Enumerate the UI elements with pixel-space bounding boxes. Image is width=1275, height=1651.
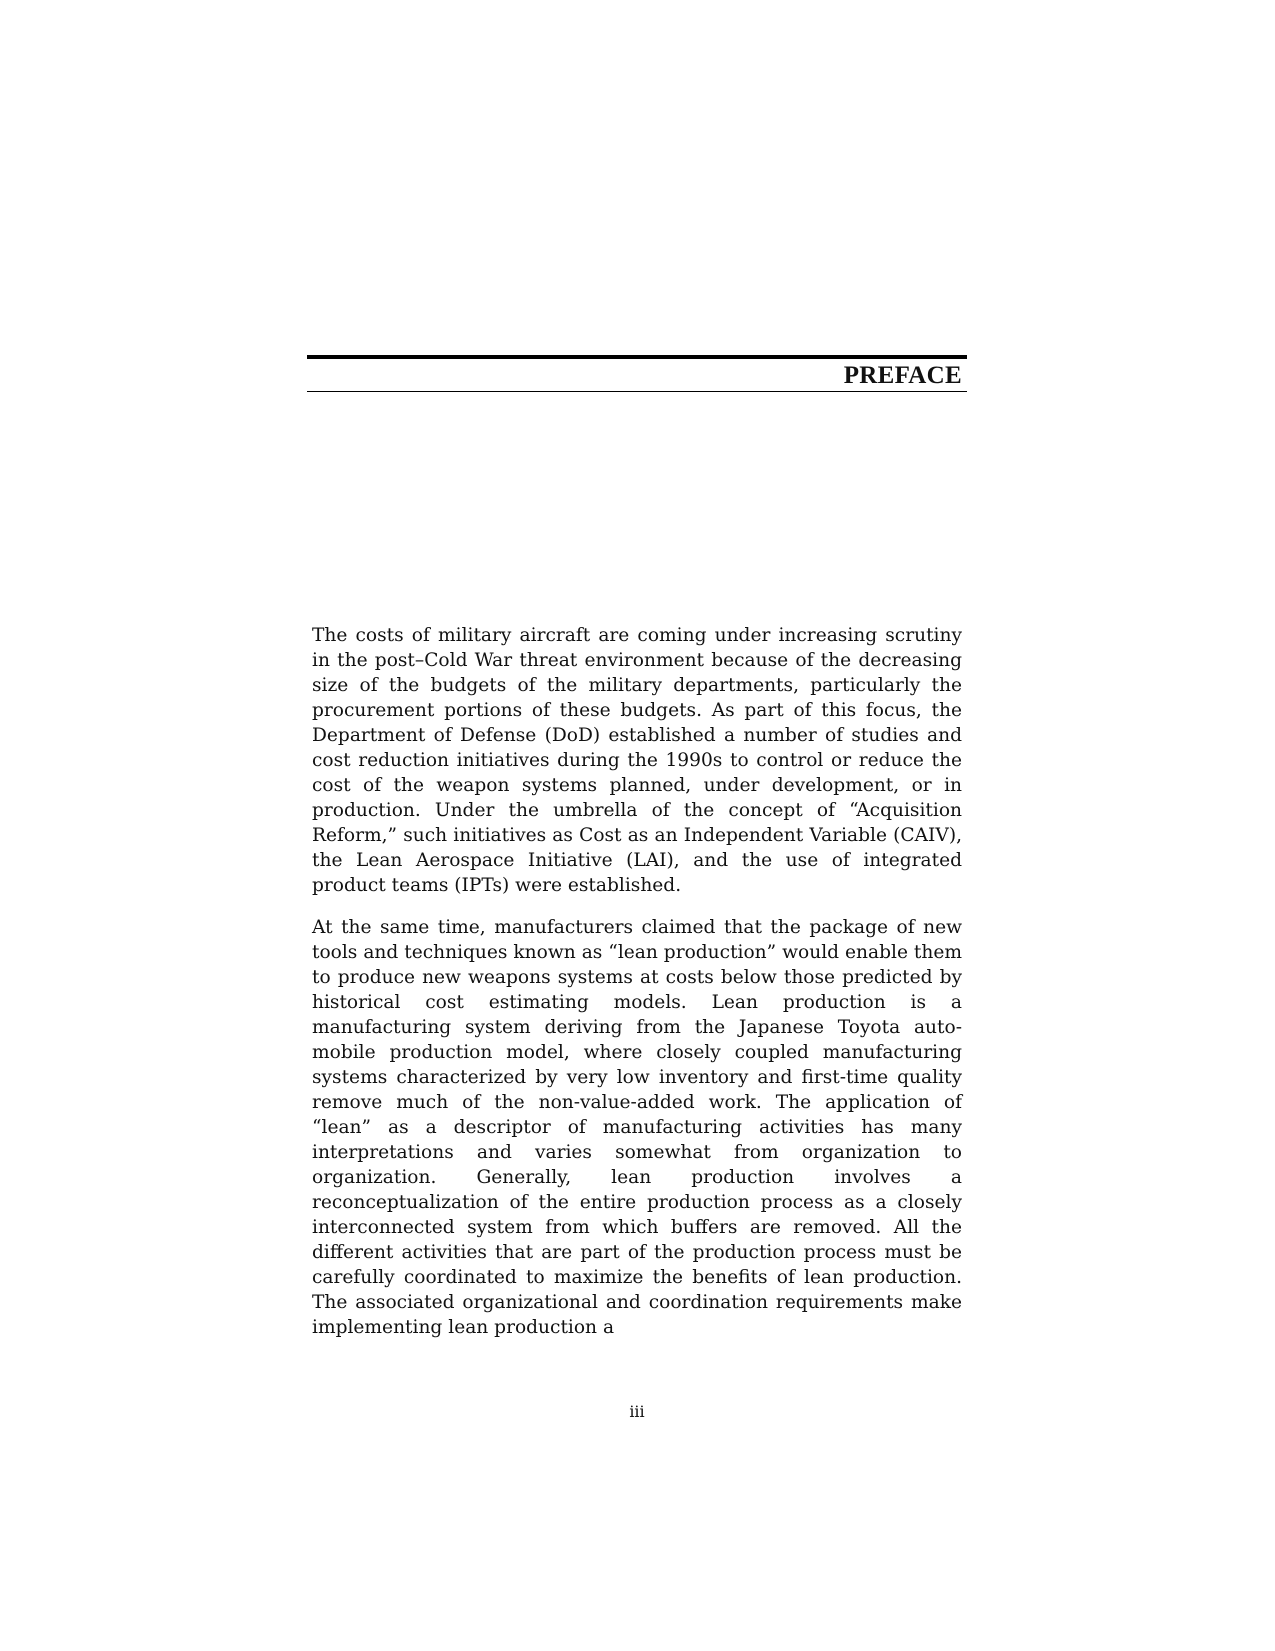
chapter-title: PREFACE xyxy=(843,362,962,389)
paragraph-2: At the same time, manufacturers claimed that the package of new tools and techniques known as “lean production” would enable them to produce new weapons systems at costs below those predicted by historical cost estimating models. Lean production is a manufacturing system deriving from the Japanese Toyota automobile production model, where closely coupled manufacturing systems characterized by very low inventory and first-time quality remove much of the non-value-added work. The application of “lean” as a descriptor of manufacturing activities has many interpretations and varies somewhat from organization to organization. Generally, lean production involves a reconceptualization of the entire production process as a closely interconnected system from which buffers are removed. All the different activities that are part of the production process must be carefully coordinated to maximize the benefits of lean production. The associated organizational and coordination requirements make implementing lean production a xyxy=(312,917,962,1338)
body-text xyxy=(312,623,962,1340)
header-rule-thick xyxy=(307,355,967,359)
page-number: iii xyxy=(629,1402,645,1421)
paragraph-1: The costs of military aircraft are coming under increasing scrutiny in the post–Cold War threat environment because of the decreasing size of the budgets of the military departments, particularly the procurement portions of these budgets. As part of this focus, the Department of Defense (DoD) established a number of studies and cost reduction initiatives during the 1990s to control or reduce the cost of the weapon systems planned, under development, or in production. Under the umbrella of the concept of “Acquisition Reform,” such initiatives as Cost as an Independent Variable (CAIV), the Lean Aerospace Initiative (LAI), and the use of integrated product teams (IPTs) were established. xyxy=(312,625,962,896)
header-rule-thin xyxy=(307,391,967,392)
